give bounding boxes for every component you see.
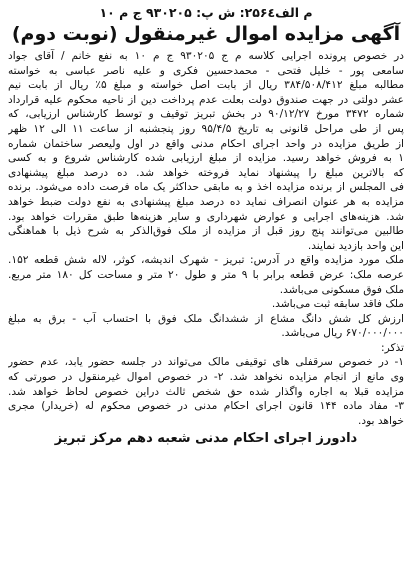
notice-body bbox=[8, 49, 404, 428]
note-line: خواهد بود. bbox=[358, 414, 404, 427]
body-line: مزایده به هر عنوان انصراف نماید ده درصد مبلغ پیشنهادی به نفع دولت ضبط خواهد bbox=[8, 195, 404, 208]
property-registration-line: ملک فاقد سابقه ثبت می‌باشد. bbox=[271, 298, 404, 311]
body-line: از طریق مزایده در واحد اجرای احکام مدنی واقع در اول ولیعصر ساختمان شماره bbox=[8, 137, 404, 150]
body-line: این واحد بازدید نمایند. bbox=[307, 239, 404, 252]
body-line: شد. هزینه‌های اجرایی و عوارض شهرداری و سایر هزینه‌ها طبق مقررات خواهد بود. bbox=[8, 210, 404, 223]
notice-reference: م الف۲۵۶٤: ش پ: ۹۳۰۲۰۵ ج م ۱۰ bbox=[99, 5, 313, 20]
property-value-line: ارزش کل شش دانگ مشاع از ششدانگ ملک فوق با احتساب آب - برق به مبلغ bbox=[8, 312, 404, 325]
body-line: مطالبه مبلغ ۳۸۴/۵۰۸/۴۱۲ ریال از بابت اصل خواسته و مبلغ ۵٪ ریال از بابت نیم bbox=[8, 79, 404, 92]
notice-title: آگهی مزایده اموال غیرمنقول (نوبت دوم) bbox=[11, 23, 401, 45]
body-line: در خصوص پرونده اجرایی کلاسه م ج ۹۳۰۲۰۵ ج م ۱۰ به نفع خانم / آقای جواد bbox=[8, 50, 404, 62]
property-address-line: ملک مورد مزایده واقع در آدرس: تبریز - شهرک اندیشه، کوثر، لاله شش قطعه ۱۵۲. bbox=[8, 254, 404, 267]
body-line: شماره ۳۴۷۲ مورخ ۹۰/۱۲/۲۷ در بخش تبریز توقیف و توسط کارشناس ارزیابی، که bbox=[8, 108, 404, 121]
body-line: طالبین می‌توانند پنج روز قبل از مزایده از ملک فوق‌الذکر به شرح ذیل با هماهنگی bbox=[8, 225, 404, 238]
note-line: ۳- مفاد ماده ۱۴۴ قانون اجرای احکام مدنی در خصوص محکوم له (خریدار) مجری bbox=[8, 400, 404, 413]
body-line: که بالاترین مبلغ را پیشنهاد نماید فروخته خواهد شد. ده درصد مبلغ پیشنهادی bbox=[8, 166, 404, 179]
body-line: فی المجلس از برنده مزایده اخذ و به مابقی حداکثر یک ماه فرصت داده می‌شود. برنده bbox=[8, 181, 404, 194]
note-line: ۱- در خصوص سرقفلی های توقیفی مالک می‌تواند در جلسه حضور یابد، عدم حضور bbox=[8, 356, 404, 369]
body-line: پس از طی مراحل قانونی به تاریخ ۹۵/۴/۵ روز پنجشنبه از ساعت ۱۱ الی ۱۲ ظهر bbox=[8, 122, 404, 135]
body-line: عشر دولتی در جهت صندوق دولت بعلت عدم پرداخت دین از ناحیه محکوم علیه قرارداد bbox=[8, 93, 404, 106]
note-line: وی مانع از انجام مزایده نخواهد شد. ۲- در خصوص اموال غیرمنقول در صورتی که bbox=[8, 371, 404, 384]
property-value-amount: ۶۷۰/۰۰۰/۰۰۰ ریال می‌باشد. bbox=[281, 327, 404, 340]
body-line: سامعی پور - خلیل فتحی - محمدحسین فکری و علیه ناصر عباسی به خواسته bbox=[8, 64, 404, 77]
body-line: ۱ به فروش خواهد رسید. مزایده از مبلغ ارزیابی شده کارشناس شروع و به کسی bbox=[8, 152, 404, 165]
property-usage-line: ملک فوق مسکونی می‌باشد. bbox=[279, 283, 404, 296]
note-line: مزایده قبلا به اجاره واگذار شده حق شخص ثالث دراین خصوص لحاظ خواهد شد. bbox=[8, 385, 404, 398]
notice-signature: دادورز اجرای احکام مدنی شعبه دهم مرکز تبریز bbox=[54, 431, 358, 447]
property-area-line: عرصه ملک: عرض قطعه برابر با ۹ متر و طول ۲۰ متر و مساحت کل ۱۸۰ متر مربع. bbox=[8, 268, 404, 281]
notes-heading: تذکر: bbox=[381, 341, 404, 354]
